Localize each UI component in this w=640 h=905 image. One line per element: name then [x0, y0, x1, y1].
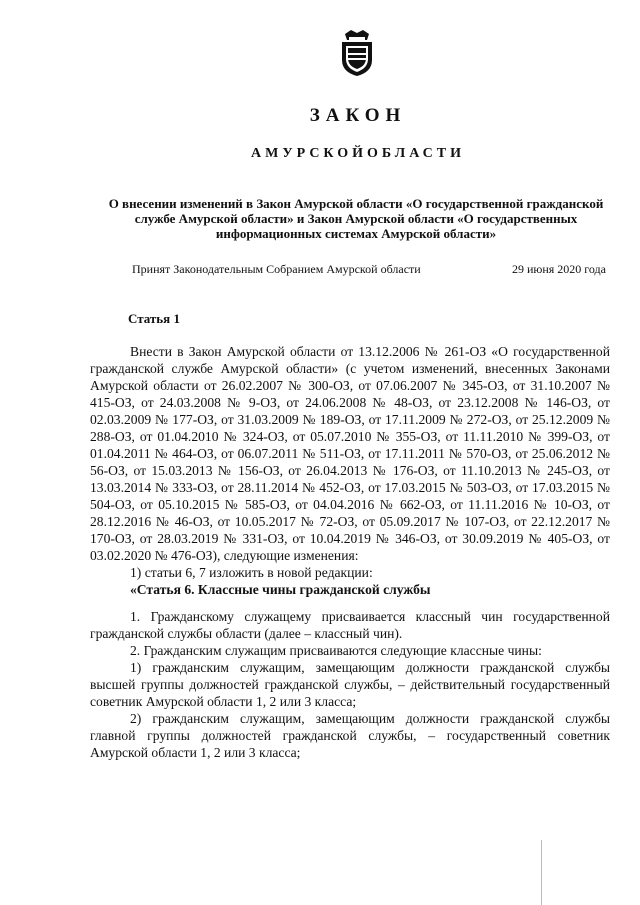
- paragraph: 1. Гражданскому служащему присваивается классный чин государственной гражданской службы области (далее – классный чин).: [90, 609, 610, 641]
- adopted-by: Принят Законодательным Собранием Амурской области: [132, 262, 421, 276]
- document-heading: О внесении изменений в Закон Амурской области «О государственной гражданской службе Амурской области» и Закон Амурской области «О государственных информационных системах Амурской области»: [108, 196, 604, 241]
- paragraph: 2. Гражданским служащим присваиваются следующие классные чины:: [130, 643, 542, 658]
- document-region: АМУРСКОЙОБЛАСТИ: [251, 146, 465, 161]
- paragraph: «Статья 6. Классные чины гражданской службы: [130, 582, 431, 597]
- document-type: ЗАКОН: [309, 105, 407, 126]
- article-title: Статья 1: [128, 311, 180, 326]
- coat-of-arms-icon: [337, 28, 377, 78]
- paragraph: 2) гражданским служащим, замещающим должности гражданской службы главной группы должностей гражданской службы, – государственный советник Амурской области 1, 2 или 3 класса;: [90, 711, 610, 760]
- scan-artifact: [541, 840, 542, 905]
- paragraph: 1) гражданским служащим, замещающим должности гражданской службы высшей группы должностей гражданской службы, – действительный государственный советник Амурской области 1, 2 или 3 класса;: [90, 660, 610, 709]
- paragraph: Внести в Закон Амурской области от 13.12.2006 № 261-ОЗ «О государственной гражданской службе Амурской области» (с учетом изменений, внесенных Законами Амурской области от 26.02.2007 № 300-ОЗ, от 07.06.2007 № 345-ОЗ, от 31.10.2007 № 415-ОЗ, от 24.03.2008 № 9-ОЗ, от 24.06.2008 № 48-ОЗ, от 23.12.2008 № 146-ОЗ, от 02.03.2009 № 177-ОЗ, от 31.03.2009 № 189-ОЗ, от 17.11.2009 № 272-ОЗ, от 25.12.2009 № 288-ОЗ, от 01.04.2010 № 324-ОЗ, от 05.07.2010 № 355-ОЗ, от 11.11.2010 № 399-ОЗ, от 01.04.2011 № 464-ОЗ, от 06.07.2011 № 511-ОЗ, от 17.11.2011 № 570-ОЗ, от 25.06.2012 № 56-ОЗ, от 15.03.2013 № 156-ОЗ, от 26.04.2013 № 176-ОЗ, от 11.10.2013 № 245-ОЗ, от 13.03.2014 № 333-ОЗ, от 28.11.2014 № 452-ОЗ, от 17.03.2015 № 503-ОЗ, от 17.03.2015 № 504-ОЗ, от 05.10.2015 № 585-ОЗ, от 04.04.2016 № 662-ОЗ, от 11.11.2016 № 10-ОЗ, от 28.12.2016 № 46-ОЗ, от 10.05.2017 № 72-ОЗ, от 05.09.2017 № 107-ОЗ, от 22.12.2017 № 170-ОЗ, от 28.03.2019 № 331-ОЗ, от 10.04.2019 № 346-ОЗ, от 30.09.2019 № 405-ОЗ, от 03.02.2020 № 476-ОЗ), следующие изменения:: [90, 344, 610, 563]
- document-body: [90, 343, 610, 761]
- adopted-date: 29 июня 2020 года: [511, 262, 606, 276]
- paragraph: 1) статьи 6, 7 изложить в новой редакции:: [130, 565, 373, 580]
